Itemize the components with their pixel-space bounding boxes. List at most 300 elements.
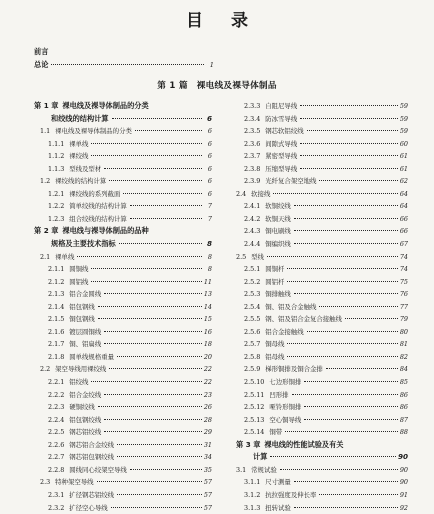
section-title: 裸绞线: [69, 150, 88, 163]
page-number: 92: [400, 502, 408, 514]
section-title: 铜包钢线: [69, 313, 95, 326]
page-number: 16: [204, 326, 212, 339]
section-number: 第 3 章: [236, 439, 260, 452]
page-number: 6: [204, 125, 212, 138]
section-title: 铝包钢线: [69, 301, 95, 314]
section-number: 2.2.6: [48, 439, 64, 452]
section-number: 1.2.3: [48, 213, 64, 226]
leader-dots: [294, 293, 398, 294]
page-number: 64: [400, 200, 408, 213]
leader-dots: [117, 444, 202, 445]
toc-entry[interactable]: [236, 288, 408, 301]
section-title: 钢芯软铝绞线: [265, 125, 303, 138]
toc-entry[interactable]: [34, 100, 212, 113]
toc-entry[interactable]: [236, 414, 408, 427]
section-title: 铝包钢绞线: [69, 414, 101, 427]
page-number: 6: [204, 163, 212, 176]
section-number: 1.2.1: [48, 188, 64, 201]
leader-dots: [98, 406, 202, 407]
section-number: 2.3.7: [244, 150, 260, 163]
section-title: 软接线: [251, 188, 270, 201]
page-number: 57: [204, 476, 212, 489]
leader-dots: [267, 256, 398, 257]
page-number: 29: [204, 426, 212, 439]
page-number: 34: [204, 451, 212, 464]
page-number: 31: [204, 439, 212, 452]
toc-entry[interactable]: [236, 376, 408, 389]
leader-dots: [91, 381, 201, 382]
section-title: 铜排触线: [265, 288, 291, 301]
section-number: 2.2.7: [48, 451, 64, 464]
leader-dots: [51, 64, 204, 65]
leader-dots: [109, 368, 202, 369]
section-number: 2.3.8: [244, 163, 260, 176]
section-number: 2.2.5: [48, 426, 64, 439]
toc-entry[interactable]: [34, 276, 212, 289]
leader-dots: [300, 168, 398, 169]
page-number: 22: [204, 376, 212, 389]
section-number: 2.4.3: [244, 225, 260, 238]
section-title: 计算: [253, 451, 267, 464]
page-number: 15: [204, 313, 212, 326]
toc-entry[interactable]: [34, 439, 212, 452]
leader-dots: [300, 143, 398, 144]
toc-entry[interactable]: [34, 238, 212, 251]
section-number: 2.5.6: [244, 326, 260, 339]
leader-dots: [119, 243, 202, 244]
section-title: 裸电线及裸导体制品的分类: [62, 100, 148, 113]
leader-dots: [287, 343, 397, 344]
page-number: 59: [400, 100, 408, 113]
toc-entry[interactable]: [34, 225, 212, 238]
section-title: 抗拉强度及伸长率: [265, 489, 316, 502]
page-number: 74: [400, 263, 408, 276]
section-title: 铝绞线: [69, 376, 88, 389]
section-number: 2.1.3: [48, 288, 64, 301]
page-number: 62: [400, 175, 408, 188]
section-title: 裸绞线的系列截面: [69, 188, 120, 201]
leader-dots: [104, 343, 202, 344]
toc-entry[interactable]: [236, 363, 408, 376]
page-number: 7: [204, 200, 212, 213]
section-title: 铜带: [269, 426, 282, 439]
toc-entry[interactable]: [236, 476, 408, 489]
section-number: 2.4.2: [244, 213, 260, 226]
toc-entry[interactable]: [34, 389, 212, 402]
toc-entry[interactable]: [236, 426, 408, 439]
toc-entry[interactable]: [34, 200, 212, 213]
leader-dots: [117, 456, 202, 457]
section-number: 2.3.6: [244, 138, 260, 151]
page-number: 77: [400, 301, 408, 314]
section-number: 2.4: [236, 188, 246, 201]
leader-dots: [117, 494, 202, 495]
page-number: 6: [204, 113, 212, 126]
section-number: 2.1.2: [48, 276, 64, 289]
page-number: 75: [400, 276, 408, 289]
section-title: 圆铝杆: [265, 276, 284, 289]
page-number: 18: [204, 338, 212, 351]
section-number: 2.5.13: [244, 414, 264, 427]
page-number: 84: [400, 363, 408, 376]
section-title: 铝合金绞线: [69, 389, 101, 402]
page-number: 14: [204, 301, 212, 314]
page-number: 20: [204, 351, 212, 364]
leader-dots: [307, 130, 398, 131]
toc-entry[interactable]: [34, 150, 212, 163]
toc-entry[interactable]: [34, 113, 212, 126]
toc-entry[interactable]: [236, 313, 408, 326]
section-title: 压缩型导线: [265, 163, 297, 176]
toc-entry[interactable]: [236, 251, 408, 264]
section-number: 2.1.6: [48, 326, 64, 339]
toc-entry[interactable]: [34, 188, 212, 201]
section-title: 裸电线及裸导体制品的分类: [55, 125, 132, 138]
section-number: 1.1: [40, 125, 50, 138]
toc-entry[interactable]: [236, 439, 408, 452]
page-number: 6: [204, 188, 212, 201]
toc-entry[interactable]: [236, 338, 408, 351]
page-number: 57: [204, 502, 212, 514]
section-title: 铜母线: [265, 338, 284, 351]
leader-dots: [130, 469, 202, 470]
leader-dots: [109, 180, 202, 181]
page-number: 1: [206, 59, 214, 72]
leader-dots: [287, 356, 397, 357]
page-number: 26: [204, 401, 212, 414]
section-number: 2.5.2: [244, 276, 260, 289]
section-title: 扩径钢芯铝绞线: [69, 489, 114, 502]
page-number: 8: [204, 251, 212, 264]
page-number: 66: [400, 225, 408, 238]
toc-entry[interactable]: [34, 163, 212, 176]
toc-entry[interactable]: [236, 451, 408, 464]
section-title: 型线: [251, 251, 264, 264]
section-number: 2.3.1: [48, 489, 64, 502]
page-number: 81: [400, 338, 408, 351]
section-title: 钢芯铝包钢绞线: [69, 451, 114, 464]
toc-entry[interactable]: [236, 138, 408, 151]
leader-dots: [91, 155, 202, 156]
leader-dots: [135, 130, 202, 131]
toc-entry[interactable]: [236, 301, 408, 314]
section-number: 2.5.8: [244, 351, 260, 364]
leader-dots: [91, 268, 202, 269]
section-title: 紧密型导线: [265, 150, 297, 163]
leader-dots: [117, 356, 202, 357]
toc-entry[interactable]: [34, 326, 212, 339]
section-number: 1.1.2: [48, 150, 64, 163]
page-number: 11: [204, 276, 212, 289]
leader-dots: [304, 406, 398, 407]
toc-entry[interactable]: [34, 426, 212, 439]
section-number: 2.5.12: [244, 401, 264, 414]
section-title: 铜、铝扁线: [69, 338, 101, 351]
toc-entry[interactable]: [34, 175, 212, 188]
leader-dots: [98, 306, 202, 307]
section-number: 2.1.4: [48, 301, 64, 314]
toc-entry[interactable]: [236, 225, 408, 238]
toc-entry[interactable]: [236, 351, 408, 364]
page-number: 82: [400, 351, 408, 364]
toc-entry[interactable]: [34, 376, 212, 389]
page-number: 67: [400, 238, 408, 251]
toc-entry[interactable]: [34, 489, 212, 502]
section-title: 铜电刷线: [265, 225, 291, 238]
section-number: 2.3.3: [244, 100, 260, 113]
leader-dots: [307, 331, 398, 332]
toc-entry[interactable]: [236, 276, 408, 289]
section-title: 裸电线的性能试验及有关: [264, 439, 343, 452]
leader-dots: [294, 218, 398, 219]
section-number: 3.1.1: [244, 476, 260, 489]
page-number: 74: [400, 251, 408, 264]
section-title: 自阻尼导线: [265, 100, 297, 113]
page-number: 66: [400, 213, 408, 226]
page-number: 76: [400, 288, 408, 301]
toc-entry[interactable]: [236, 464, 408, 477]
page-number: 91: [400, 489, 408, 502]
section-number: 2.2.3: [48, 401, 64, 414]
leader-dots: [319, 306, 397, 307]
page-number: 60: [400, 138, 408, 151]
leader-dots: [287, 281, 397, 282]
section-title: 钢芯铝绞线: [69, 426, 101, 439]
section-number: 2.1.8: [48, 351, 64, 364]
section-number: 2.1: [40, 251, 50, 264]
toc-entry[interactable]: [236, 238, 408, 251]
leader-dots: [304, 419, 398, 420]
page-title: 目录: [0, 6, 434, 31]
section-number: 1.2: [40, 175, 50, 188]
section-title: 软铜绞线: [265, 200, 291, 213]
leader-dots: [287, 268, 397, 269]
section-number: 2.2.2: [48, 389, 64, 402]
toc-entry[interactable]: [34, 213, 212, 226]
section-title: 扭转试验: [265, 502, 291, 514]
toc-entry[interactable]: [236, 489, 408, 502]
section-number: 2.5.5: [244, 313, 260, 326]
leader-dots: [91, 143, 202, 144]
page-number: 8: [204, 263, 212, 276]
section-number: 2.5.14: [244, 426, 264, 439]
leader-dots: [304, 381, 398, 382]
leader-dots: [104, 394, 202, 395]
section-number: 第 1 章: [34, 100, 58, 113]
section-number: 2.1.1: [48, 263, 64, 276]
toc-entry[interactable]: [34, 351, 212, 364]
toc-entry[interactable]: [236, 175, 408, 188]
section-title: 光纤复合架空地线: [265, 175, 316, 188]
leader-dots: [345, 318, 398, 319]
page-number: 79: [400, 313, 408, 326]
leader-dots: [319, 180, 397, 181]
leader-dots: [98, 318, 202, 319]
section-number: 第 2 章: [34, 225, 58, 238]
section-number: 2.5.7: [244, 338, 260, 351]
toc-entry[interactable]: [236, 188, 408, 201]
toc-left-column: [34, 100, 212, 514]
page-number: 6: [204, 175, 212, 188]
leader-dots: [285, 431, 398, 432]
page-number: 7: [204, 213, 212, 226]
section-number: 1.1.1: [48, 138, 64, 151]
section-title: 简单绞线的结构计算: [69, 200, 127, 213]
leader-dots: [300, 118, 398, 119]
section-title: 架空导线用裸绞线: [55, 363, 106, 376]
section-title: 七边形铜排: [269, 376, 301, 389]
leader-dots: [91, 281, 201, 282]
toc-entry[interactable]: [236, 163, 408, 176]
page-number: 13: [204, 288, 212, 301]
toc-entry[interactable]: [236, 389, 408, 402]
section-title: 尺寸测量: [265, 476, 291, 489]
leader-dots: [130, 205, 202, 206]
section-number: 2.5: [236, 251, 246, 264]
section-number: 2.2.8: [48, 464, 64, 477]
section-title: 裸绞线的结构计算: [55, 175, 106, 188]
section-title: 组合绞线的结构计算: [69, 213, 127, 226]
page-number: 88: [400, 426, 408, 439]
section-number: 2.3.5: [244, 125, 260, 138]
toc-entry[interactable]: [236, 213, 408, 226]
toc-entry[interactable]: [34, 464, 212, 477]
toc-entry[interactable]: [34, 263, 212, 276]
leader-dots: [292, 394, 398, 395]
toc-entry[interactable]: [34, 476, 212, 489]
section-title: 铜编织线: [265, 238, 291, 251]
section-number: 1.1.3: [48, 163, 64, 176]
section-number: 2.4.1: [244, 200, 260, 213]
page-number: 64: [400, 188, 408, 201]
section-number: 2.1.5: [48, 313, 64, 326]
toc-entry[interactable]: [34, 313, 212, 326]
leader-dots: [273, 193, 398, 194]
leader-dots: [104, 431, 202, 432]
front-matter-intro: [34, 59, 214, 72]
toc-entry[interactable]: [236, 150, 408, 163]
page-number: 8: [204, 238, 212, 251]
section-number: 2.1.7: [48, 338, 64, 351]
section-number: 2.5.1: [244, 263, 260, 276]
section-number: 2.5.10: [244, 376, 264, 389]
leader-dots: [319, 494, 397, 495]
toc-entry[interactable]: [34, 363, 212, 376]
page-number: 86: [400, 401, 408, 414]
page-number: 35: [204, 464, 212, 477]
toc-right-column: [236, 100, 408, 514]
section-title: 哑铃形铜排: [269, 401, 301, 414]
page-number: 22: [204, 363, 212, 376]
section-number: 3.1: [236, 464, 246, 477]
toc-entry[interactable]: [236, 326, 408, 339]
page-number: 61: [400, 163, 408, 176]
section-number: 2.2.4: [48, 414, 64, 427]
page-number: 86: [400, 389, 408, 402]
section-number: 2.5.9: [244, 363, 260, 376]
page-number: 57: [204, 489, 212, 502]
page-number: 23: [204, 389, 212, 402]
section-title: 圆线同心绞架空导线: [69, 464, 127, 477]
section-number: 3.1.2: [244, 489, 260, 502]
section-title: 裸电线与裸导体制品的品种: [62, 225, 148, 238]
toc-entry[interactable]: [236, 113, 408, 126]
section-title: 常规试验: [251, 464, 277, 477]
toc-entry[interactable]: [236, 200, 408, 213]
leader-dots: [300, 155, 398, 156]
section-title: 圆单线规格重量: [69, 351, 114, 364]
section-number: 1.2.2: [48, 200, 64, 213]
section-number: 2.3.9: [244, 175, 260, 188]
section-title: 铝合金接触线: [265, 326, 303, 339]
section-number: 2.3.2: [48, 502, 64, 514]
toc-entry[interactable]: [34, 451, 212, 464]
toc-entry[interactable]: [34, 125, 212, 138]
section-number: 2.5.11: [244, 389, 264, 402]
page-number: 59: [400, 113, 408, 126]
section-title: 铝合金圆线: [69, 288, 101, 301]
toc-entry[interactable]: [236, 401, 408, 414]
section-title: 圆铝线: [69, 276, 88, 289]
section-title: 钢、铝及铝合金复合接触线: [265, 313, 342, 326]
section-number: 2.4.4: [244, 238, 260, 251]
section-title: 铜、铝及合金触线: [265, 301, 316, 314]
section-title: 和绞线的结构计算: [51, 113, 109, 126]
toc-entry[interactable]: [34, 338, 212, 351]
section-title: 特种架空导线: [55, 476, 93, 489]
leader-dots: [104, 331, 202, 332]
page-number: 90: [398, 451, 408, 464]
section-number: 2.3.4: [244, 113, 260, 126]
section-title: 间隙式导线: [265, 138, 297, 151]
front-matter-preface: [34, 46, 214, 59]
toc-entry[interactable]: [34, 414, 212, 427]
page-number: 85: [400, 376, 408, 389]
page-number: 61: [400, 150, 408, 163]
toc-entry[interactable]: [34, 401, 212, 414]
page-number: 6: [204, 150, 212, 163]
toc-entry[interactable]: [34, 502, 212, 514]
toc-entry[interactable]: [34, 288, 212, 301]
leader-dots: [104, 419, 202, 420]
leader-dots: [123, 193, 202, 194]
leader-dots: [270, 456, 396, 457]
leader-dots: [300, 105, 398, 106]
page-number: 28: [204, 414, 212, 427]
page-number: 90: [400, 464, 408, 477]
toc-entry[interactable]: [236, 125, 408, 138]
page-number: 59: [400, 125, 408, 138]
section-title: 空心铜导线: [269, 414, 301, 427]
toc-entry[interactable]: [236, 263, 408, 276]
toc-entry[interactable]: [236, 100, 408, 113]
section-title: 圆铜杆: [265, 263, 284, 276]
page-number: 80: [400, 326, 408, 339]
section-title: 钢芯铝合金绞线: [69, 439, 114, 452]
section-title: 扩径空心导线: [69, 502, 107, 514]
toc-entry[interactable]: [34, 301, 212, 314]
section-title: 凹形排: [269, 389, 288, 402]
leader-dots: [294, 243, 398, 244]
section-title: 圆铜线: [69, 263, 88, 276]
leader-dots: [77, 256, 202, 257]
section-number: 2.5.3: [244, 288, 260, 301]
leader-dots: [294, 481, 398, 482]
toc-entry[interactable]: [34, 251, 212, 264]
toc-entry[interactable]: [236, 502, 408, 514]
toc-entry[interactable]: [34, 138, 212, 151]
leader-dots: [112, 118, 202, 119]
